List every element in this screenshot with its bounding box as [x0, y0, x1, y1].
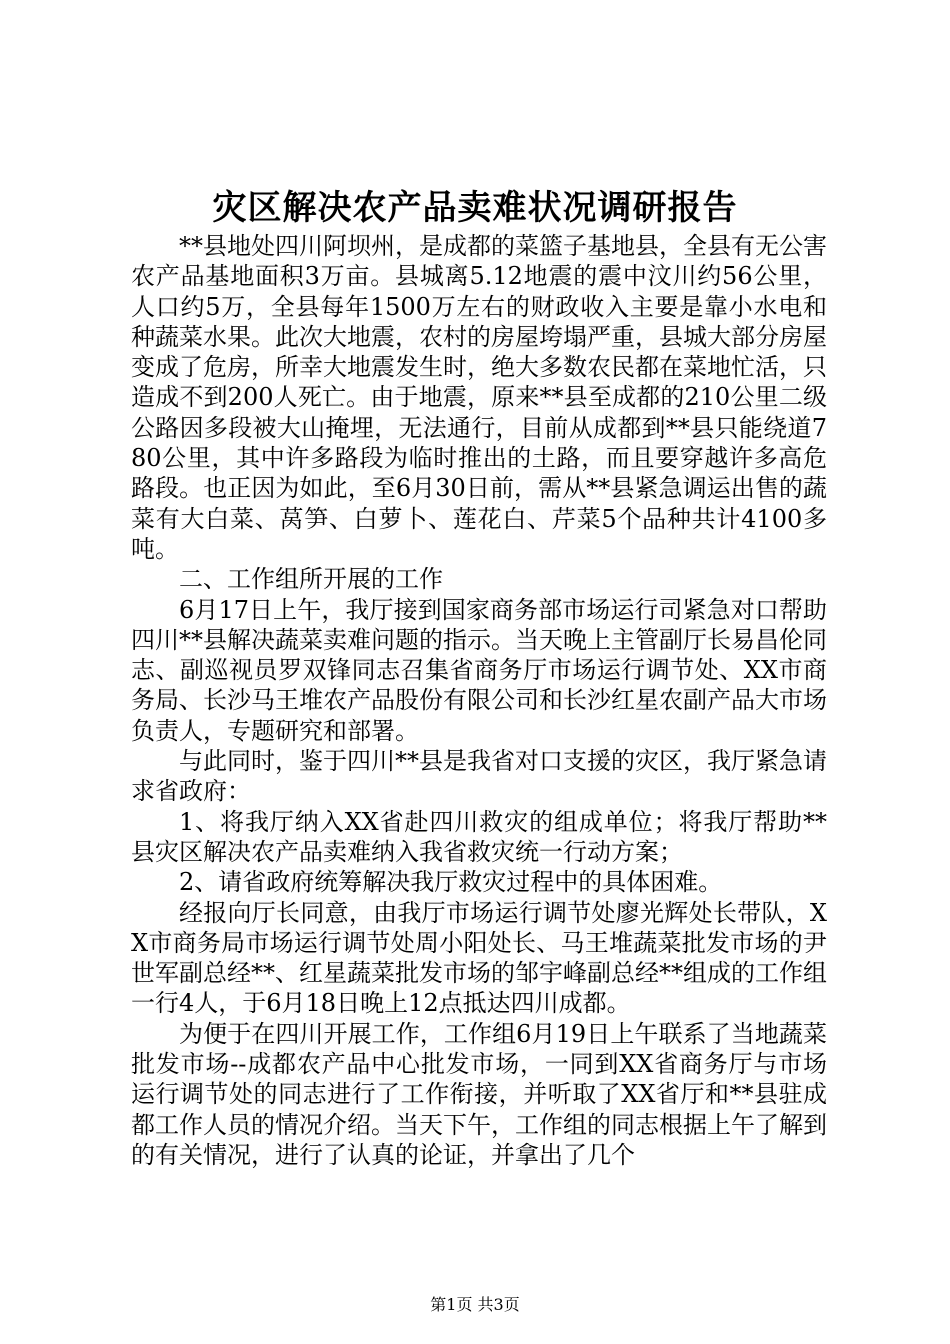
list-item: 1、将我厅纳入XX省赴四川救灾的组成单位；将我厅帮助**县灾区解决农产品卖难纳入我省救灾统一行动方案；: [131, 807, 827, 866]
paragraph: **县地处四川阿坝州，是成都的菜篮子基地县，全县有无公害农产品基地面积3万亩。县城离5.12地震的震中汶川约56公里，人口约5万，全县每年1500万左右的财政收入主要是靠小水电和种蔬菜水果。此次大地震，农村的房屋垮塌严重，县城大部分房屋变成了危房，所幸大地震发生时，绝大多数农民都在菜地忙活，只造成不到200人死亡。由于地震，原来**县至成都的210公里二级公路因多段被大山掩埋，无法通行，目前从成都到**县只能绕道780公里，其中许多路段为临时推出的土路，而且要穿越许多高危路段。也正因为如此，至6月30日前，需从**县紧急调运出售的蔬菜有大白菜、莴笋、白萝卜、莲花白、芹菜5个品种共计4100多吨。: [131, 232, 827, 563]
paragraph: 为便于在四川开展工作，工作组6月19日上午联系了当地蔬菜批发市场--成都农产品中心批发市场，一同到XX省商务厅与市场运行调节处的同志进行了工作衔接，并听取了XX省厅和**县驻成都工作人员的情况介绍。当天下午，工作组的同志根据上午了解到的有关情况，进行了认真的论证，并拿出了几个: [131, 1019, 827, 1169]
paragraph: 6月17日上午，我厅接到国家商务部市场运行司紧急对口帮助四川**县解决蔬菜卖难问题的指示。当天晚上主管副厅长易昌伦同志、副巡视员罗双锋同志召集省商务厅市场运行调节处、XX市商务局、长沙马王堆农产品股份有限公司和长沙红星农副产品大市场负责人，专题研究和部署。: [131, 595, 827, 745]
list-item: 2、请省政府统筹解决我厅救灾过程中的具体困难。: [179, 868, 723, 897]
paragraph: 经报向厅长同意，由我厅市场运行调节处廖光辉处长带队，XX市商务局市场运行调节处周小阳处长、马王堆蔬菜批发市场的尹世军副总经**、红星蔬菜批发市场的邹宇峰副总经**组成的工作组一行4人，于6月18日晚上12点抵达四川成都。: [131, 898, 827, 1018]
section-heading: 二、工作组所开展的工作: [179, 565, 443, 594]
document-title: 灾区解决农产品卖难状况调研报告: [212, 188, 738, 228]
page-footer: 第1页 共3页: [430, 1295, 520, 1314]
paragraph: 与此同时，鉴于四川**县是我省对口支援的灾区，我厅紧急请求省政府：: [131, 747, 827, 806]
document-body: [131, 231, 827, 1170]
